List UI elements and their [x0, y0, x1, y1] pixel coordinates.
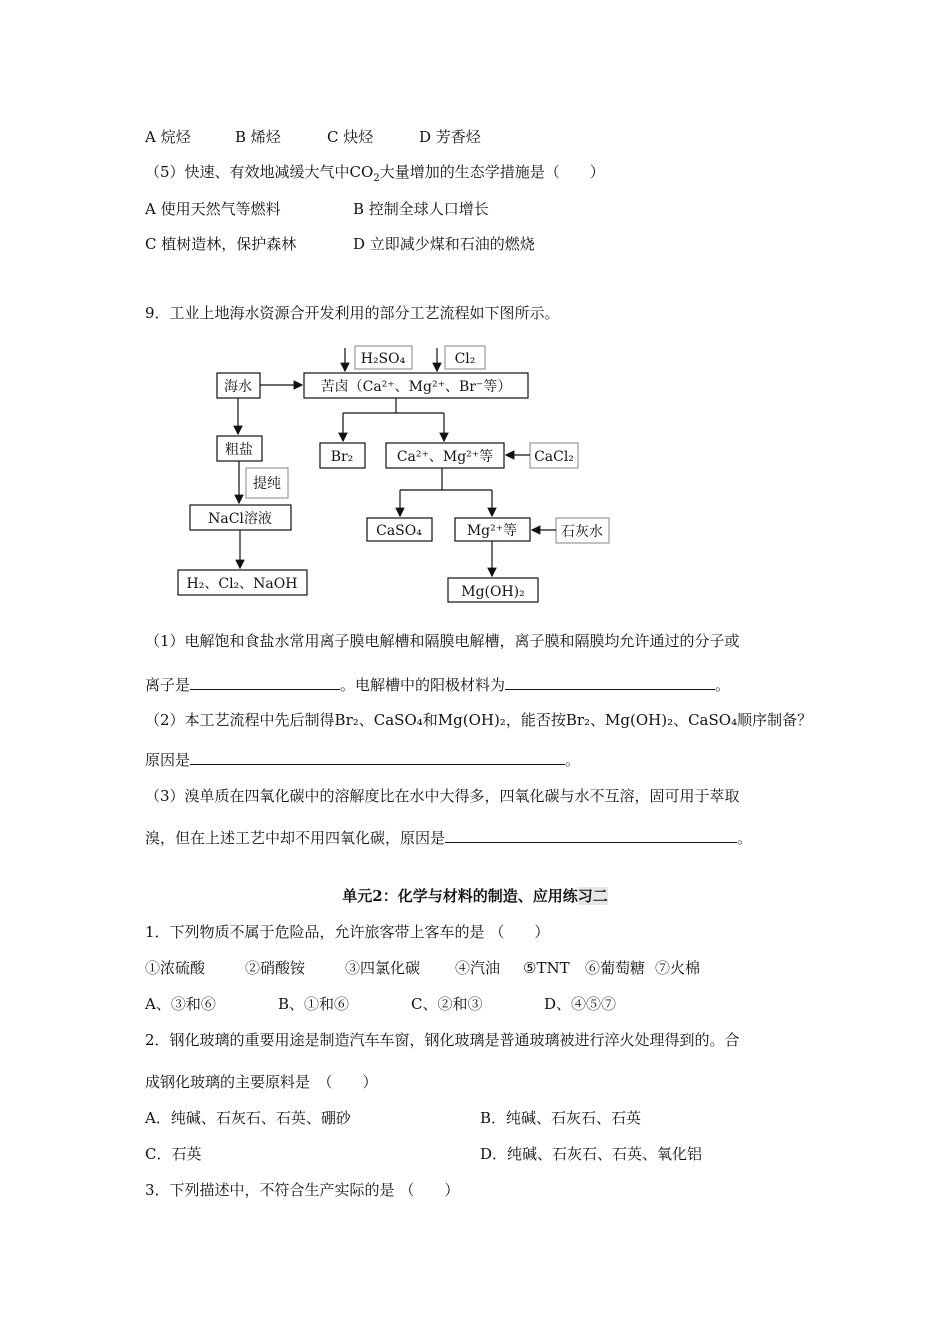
s2-option-a: A．纯碱、石灰石、石英、硼砂	[145, 1109, 351, 1127]
flow-cacl2: CaCl₂	[534, 449, 574, 465]
s3-stem: 3．下列描述中，不符合生产实际的是 （ ）	[145, 1181, 460, 1199]
answer-blank-4[interactable]	[445, 828, 737, 843]
flow-nacl: NaCl溶液	[208, 511, 272, 527]
s1-items: ①浓硫酸 ②硝酸铵 ③四氯化碳 ④汽油 ⑤TNT ⑥葡萄糖 ⑦火棉	[145, 959, 701, 977]
flow-caso4: CaSO₄	[376, 523, 422, 539]
s1-stem: 1．下列物质不属于危险品，允许旅客带上客车的是 （ ）	[145, 923, 550, 941]
s2-stem-line2: 成钢化玻璃的主要原料是 （ ）	[145, 1073, 378, 1091]
q9-p1-line2: 离子是 。电解槽中的阳极材料为 。	[145, 676, 731, 694]
s2-option-b: B．纯碱、石灰石、石英	[480, 1109, 642, 1127]
flow-mgoh2: Mg(OH)₂	[461, 584, 525, 600]
s1-option-b: B、①和⑥	[278, 995, 350, 1013]
q9-p2-line1: （2）本工艺流程中先后制得Br₂、CaSO₄和Mg(OH)₂，能否按Br₂、Mg(OH)₂、CaSO₄顺序制备？	[145, 711, 813, 729]
flow-crude-salt: 粗盐	[225, 442, 253, 458]
s2-option-c: C．石英	[145, 1145, 202, 1163]
s1-option-d: D、④⑤⑦	[544, 995, 617, 1013]
s2-stem-line1: 2．钢化玻璃的重要用途是制造汽车车窗，钢化玻璃是普通玻璃被进行淬火处理得到的。合	[145, 1031, 740, 1049]
q8-option-c: C 炔烃	[327, 128, 374, 146]
answer-blank-2[interactable]	[505, 675, 715, 690]
flow-purify: 提纯	[253, 476, 281, 492]
flow-ca-mg: Ca²⁺、Mg²⁺等	[396, 449, 494, 465]
flow-br2: Br₂	[330, 449, 354, 465]
q9-stem: 9．工业上地海水资源合开发利用的部分工艺流程如下图所示。	[145, 304, 560, 322]
q8-5-option-a: A 使用天然气等燃料	[145, 200, 281, 218]
q8-option-d: D 芳香烃	[419, 128, 481, 146]
q9-p3-line1: （3）溴单质在四氧化碳中的溶解度比在水中大得多，四氧化碳与水不互溶，固可用于萃取	[145, 787, 740, 805]
q8-5-option-c: C 植树造林，保护森林	[145, 235, 297, 253]
answer-blank-3[interactable]	[190, 750, 565, 765]
s2-option-d: D．纯碱、石灰石、石英、氧化铝	[480, 1145, 703, 1163]
q8-5-option-b: B 控制全球人口增长	[353, 200, 489, 218]
flow-h2so4: H₂SO₄	[360, 351, 406, 367]
q9-p2-line2: 原因是 。	[145, 751, 581, 769]
q8-5-stem: （5）快速、有效地减缓大气中$CO_2$大量增加的生态学措施是（ ）	[145, 163, 605, 184]
s2-options-ab	[145, 1108, 641, 1128]
answer-blank-1[interactable]	[190, 675, 340, 690]
section-title: 单元2：化学与材料的制造、应用练习二	[342, 887, 608, 905]
flow-cl2: Cl₂	[454, 351, 476, 367]
flow-brine: 苦卤（Ca²⁺、Mg²⁺、Br⁻等）	[320, 379, 512, 395]
q9-p3-line2: 溴，但在上述工艺中却不用四氧化碳，原因是 。	[145, 829, 753, 847]
flow-seawater: 海水	[224, 379, 252, 395]
q9-p1-line1: （1）电解饱和食盐水常用离子膜电解槽和隔膜电解槽，离子膜和隔膜均允许通过的分子或	[145, 632, 740, 650]
flow-products: H₂、Cl₂、NaOH	[186, 576, 298, 592]
q8-option-a: A 烷烃	[145, 128, 191, 146]
q8-option-b: B 烯烃	[235, 128, 281, 146]
flow-diagram	[0, 0, 950, 620]
s2-options-cd	[145, 1144, 702, 1164]
s1-options	[145, 994, 616, 1014]
s1-option-c: C、②和③	[411, 995, 483, 1013]
flow-mg: Mg²⁺等	[466, 523, 518, 539]
s1-option-a: A、③和⑥	[145, 995, 216, 1013]
q8-5-option-d: D 立即减少煤和石油的燃烧	[353, 235, 535, 253]
flow-limewater: 石灰水	[561, 524, 603, 540]
